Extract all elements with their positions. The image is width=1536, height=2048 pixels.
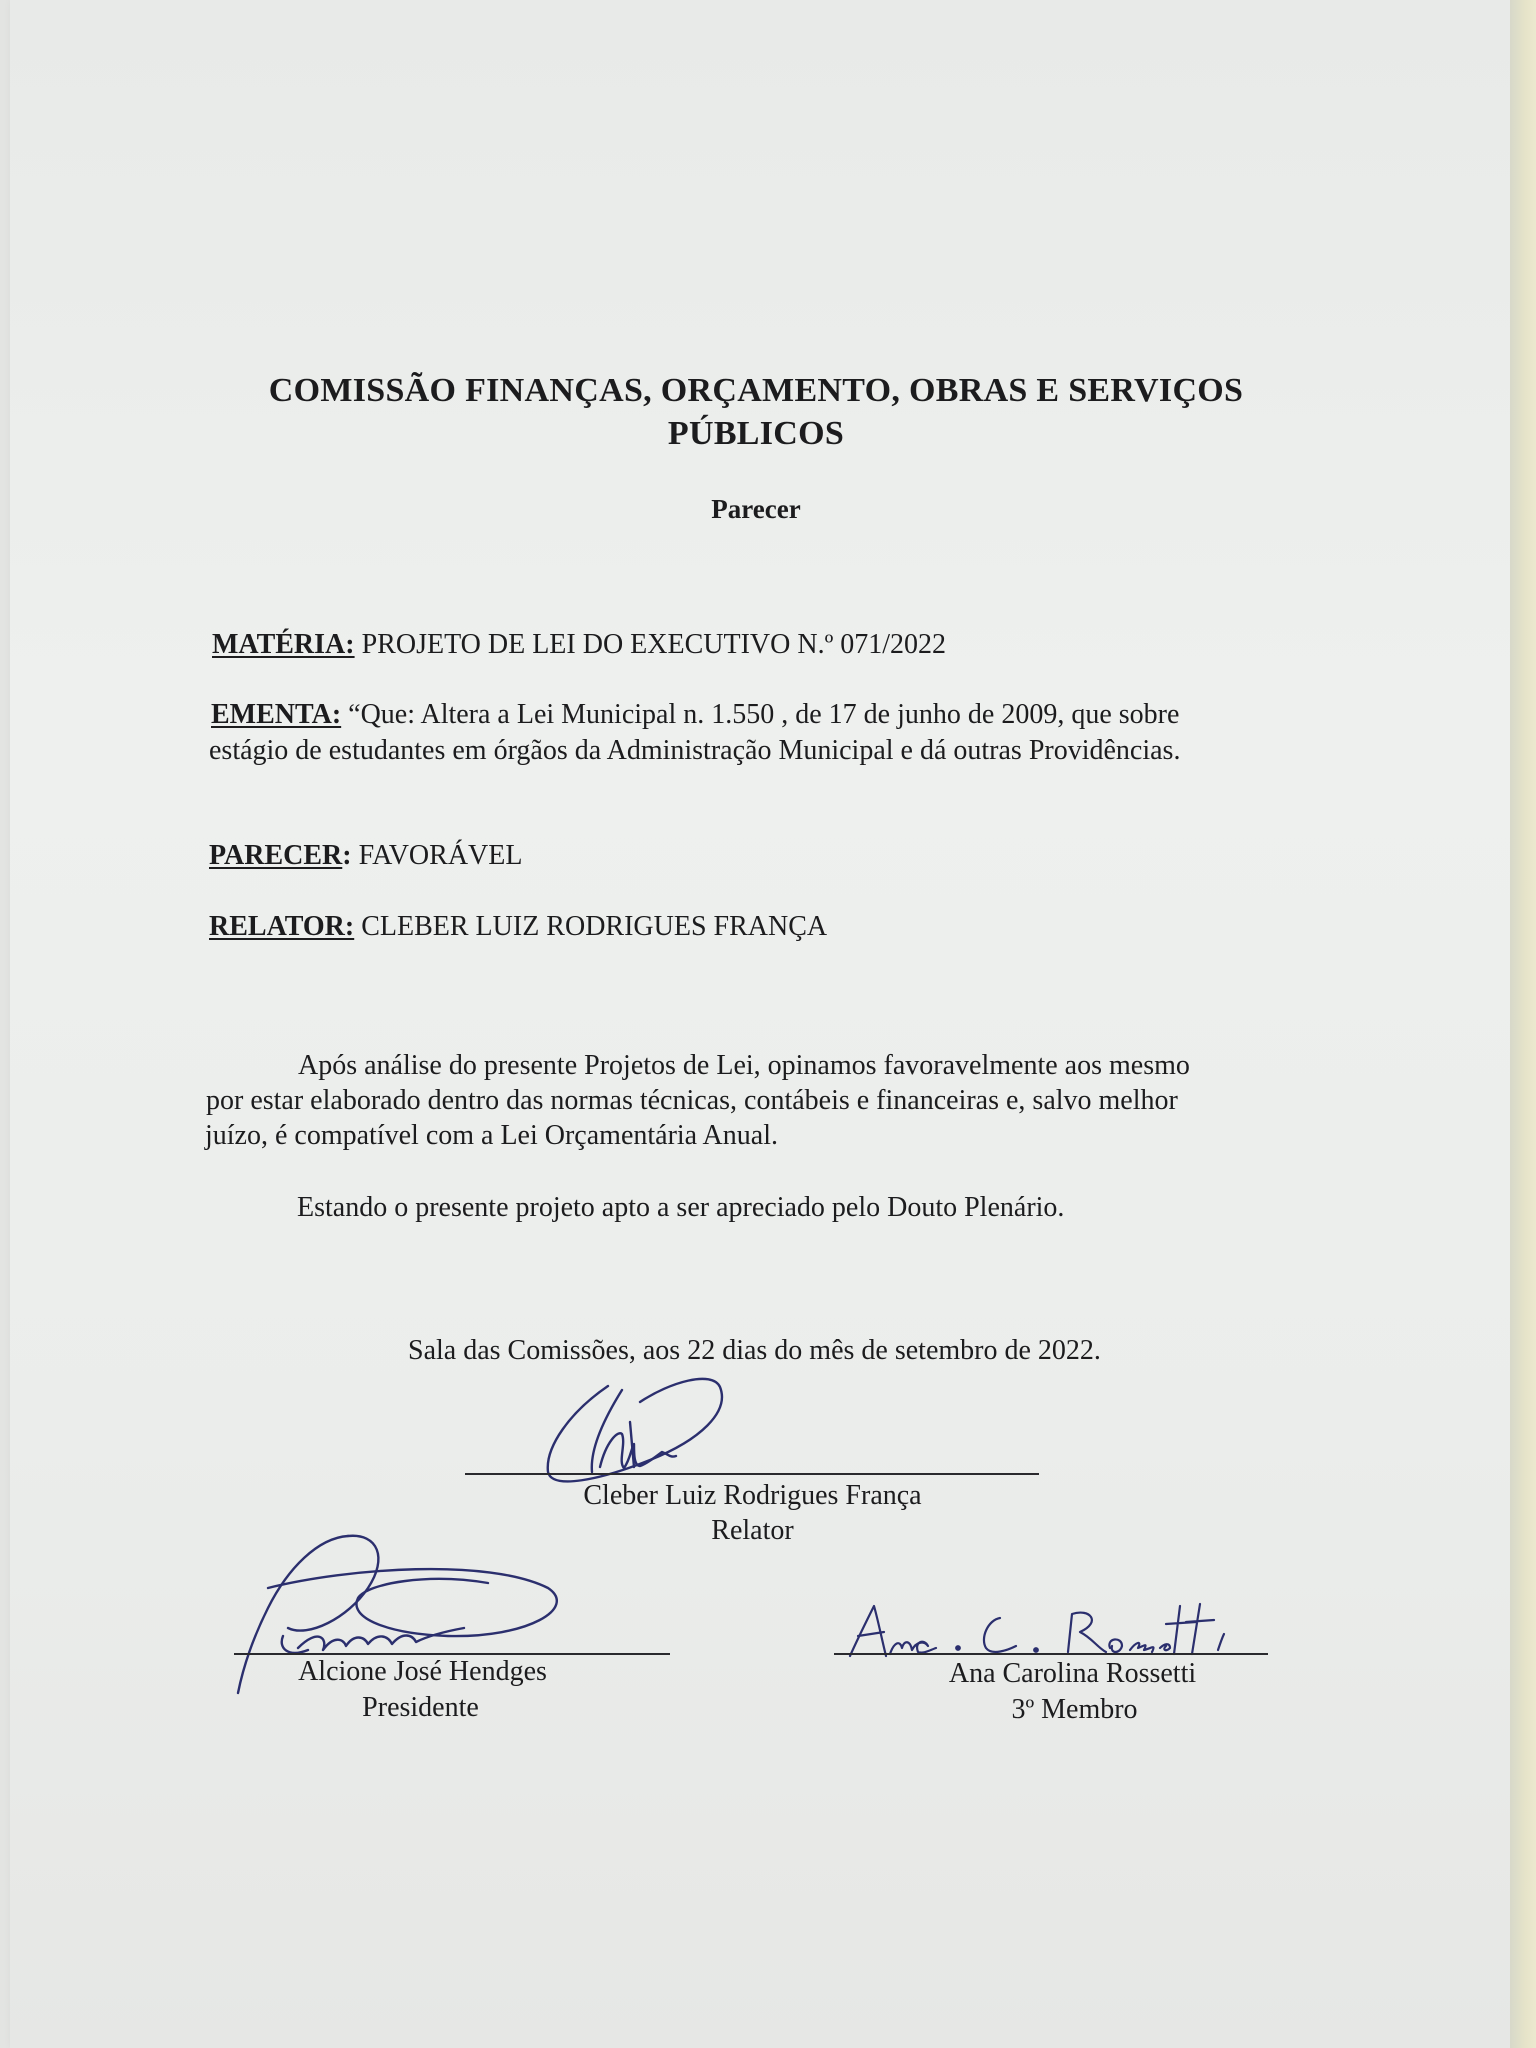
- page-edge-background: [1510, 0, 1536, 2048]
- place-date-line: Sala das Comissões, aos 22 dias do mês de setembro de 2022.: [408, 1335, 1101, 1366]
- presidente-name: Alcione José Hendges: [298, 1656, 547, 1687]
- ementa-value-line1: “Que: Altera a Lei Municipal n. 1.550 , de 17 de junho de 2009, que sobre: [341, 699, 1180, 730]
- parecer-field: [209, 840, 522, 872]
- parecer-colon: :: [342, 840, 352, 871]
- materia-label: MATÉRIA:: [212, 629, 355, 660]
- paragraph2: Estando o presente projeto apto a ser apreciado pelo Douto Plenário.: [297, 1192, 1065, 1223]
- membro-signature-line: [834, 1653, 1268, 1655]
- parecer-value: FAVORÁVEL: [351, 840, 523, 871]
- presidente-role: Presidente: [362, 1692, 479, 1723]
- document-title-line1: COMISSÃO FINANÇAS, ORÇAMENTO, OBRAS E SERVIÇOS: [268, 372, 1244, 409]
- document-page: [10, 0, 1510, 2048]
- ementa-value-line2: estágio de estudantes em órgãos da Administração Municipal e dá outras Providências.: [209, 735, 1181, 766]
- relator-field: [209, 911, 827, 943]
- ementa-label: EMENTA:: [211, 699, 342, 730]
- paragraph1-line2: por estar elaborado dentro das normas técnicas, contábeis e financeiras e, salvo melhor: [206, 1085, 1178, 1116]
- membro-role: 3º Membro: [1011, 1694, 1138, 1725]
- parecer-label: PARECER: [209, 840, 343, 871]
- ementa-field: [211, 699, 1179, 731]
- document-subtitle: Parecer: [711, 494, 801, 524]
- presidente-signature-line: [234, 1653, 670, 1655]
- paragraph1-line3: juízo, é compatível com a Lei Orçamentária Anual.: [205, 1120, 778, 1151]
- relator-name: Cleber Luiz Rodrigues França: [583, 1480, 922, 1511]
- relator-role: Relator: [711, 1515, 794, 1546]
- membro-name: Ana Carolina Rossetti: [948, 1658, 1197, 1689]
- relator-label: RELATOR:: [209, 911, 355, 942]
- relator-signature-line: [465, 1473, 1039, 1475]
- relator-value: CLEBER LUIZ RODRIGUES FRANÇA: [354, 911, 828, 942]
- relator-signature: [530, 1372, 750, 1497]
- paragraph1-line1: Após análise do presente Projetos de Lei, opinamos favoravelmente aos mesmo: [298, 1050, 1190, 1081]
- document-title-line2: PÚBLICOS: [667, 415, 845, 452]
- materia-value: PROJETO DE LEI DO EXECUTIVO N.º 071/2022: [354, 629, 947, 660]
- materia-field: [212, 629, 946, 661]
